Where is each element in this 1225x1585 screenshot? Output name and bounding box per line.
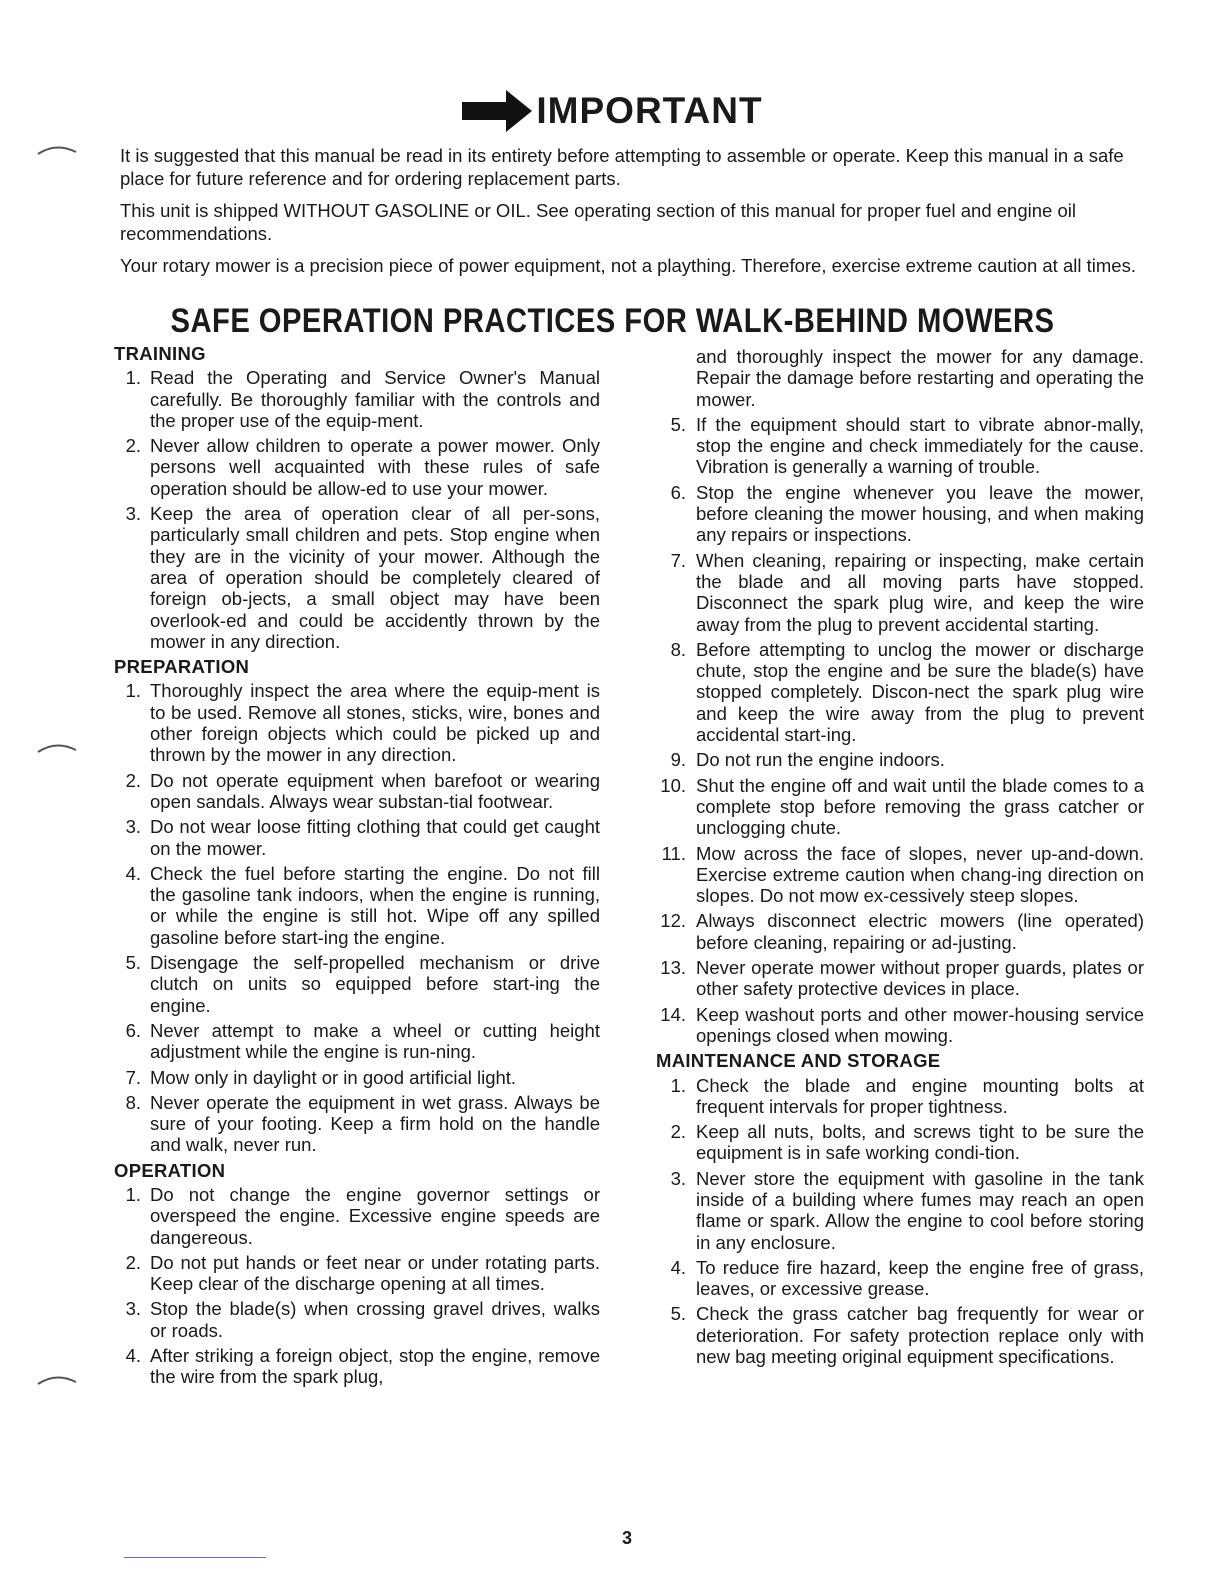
punch-mark (36, 740, 78, 754)
intro-text (120, 144, 1150, 286)
training-list (114, 367, 600, 652)
left-column (114, 342, 600, 1392)
page-number: 3 (622, 1528, 633, 1548)
list-item: 3. Do not wear loose fitting clothing that could get caught on the mower. (125, 816, 600, 859)
list-item: 1. Check the blade and engine mounting bolts at frequent intervals for proper tightness. (670, 1074, 1144, 1117)
intro-paragraph: This unit is shipped WITHOUT GASOLINE or OIL. See operating section of this manual for proper fuel and engine oil recommendations. (120, 200, 1076, 244)
punch-mark (36, 1372, 78, 1386)
list-item: 11. Mow across the face of slopes, never up-and-down. Exercise extreme caution when chang-ing direction on slopes. Do not mow ex-cessively steep slopes. (661, 842, 1144, 907)
list-item: 1. Do not change the engine governor settings or overspeed the engine. Excessive engine speeds are dangereous. (125, 1183, 600, 1248)
section-heading-training: TRAINING (114, 343, 206, 364)
list-item: 1. Thoroughly inspect the area where the equip-ment is to be used. Remove all stones, sticks, wire, bones and other foreign objects which could be picked up and thrown by the mower in any direction. (125, 680, 600, 766)
list-item: 10. Shut the engine off and wait until the blade comes to a complete stop before removing the grass catcher or unclogging chute. (660, 774, 1144, 839)
list-item: 4. After striking a foreign object, stop the engine, remove the wire from the spark plug, (125, 1345, 600, 1388)
list-item: 2. Keep all nuts, bolts, and screws tight to be sure the equipment is in safe working condi-tion. (670, 1121, 1144, 1164)
right-column (656, 346, 1144, 1371)
list-item: 3. Stop the blade(s) when crossing gravel drives, walks or roads. (125, 1298, 600, 1341)
important-header (0, 88, 1225, 140)
list-item: 2. Do not operate equipment when barefoot or wearing open sandals. Always wear substan-tial footwear. (125, 769, 600, 812)
list-item: 8. Never operate the equipment in wet grass. Always be sure of your footing. Keep a firm hold on the handle and walk, never run. (125, 1091, 600, 1156)
list-item: 7. Mow only in daylight or in good artificial light. (125, 1066, 517, 1088)
list-item: 9. Do not run the engine indoors. (670, 749, 945, 771)
section-heading-preparation: PREPARATION (114, 656, 250, 678)
operation-list (114, 1184, 600, 1388)
operation-list-continued (656, 414, 1144, 1046)
list-item: 7. When cleaning, repairing or inspecting, make certain the blade and all moving parts have stopped. Disconnect the spark plug wire, and keep the wire away from the plug to prevent accidental starting. (670, 549, 1144, 635)
intro-paragraph: It is suggested that this manual be read in its entirety before attempting to assemble or operate. Keep this manual in a safe place for future reference and for ordering replacement parts. (120, 145, 1124, 189)
list-item: 3. Never store the equipment with gasoline in the tank inside of a building where fumes may reach an open flame or spark. Allow the engine to cool before storing in any enclosure. (670, 1167, 1144, 1253)
arrow-right-icon (462, 88, 534, 134)
list-item: 8. Before attempting to unclog the mower or discharge chute, stop the engine and be sure the blade(s) have stopped completely. Discon-nect the spark plug wire and keep the wire away from the plug to prevent accidental start-ing. (670, 638, 1144, 746)
preparation-list (114, 680, 600, 1155)
list-item: 2. Do not put hands or feet near or under rotating parts. Keep clear of the discharge opening at all times. (125, 1251, 600, 1295)
list-item: 12. Always disconnect electric mowers (line operated) before cleaning, repairing or ad-justing. (660, 910, 1144, 953)
list-item: 4. To reduce fire hazard, keep the engine free of grass, leaves, or excessive grease. (670, 1256, 1144, 1300)
list-item: 4. Check the fuel before starting the engine. Do not fill the gasoline tank indoors, when the engine is running, or while the engine is still hot. Wipe off any spilled gasoline before start-ing the engine. (125, 862, 600, 948)
list-item: 5. If the equipment should start to vibrate abnor-mally, stop the engine and check immediately for the cause. Vibration is generally a warning of trouble. (670, 413, 1144, 478)
list-item: 5. Disengage the self-propelled mechanism or drive clutch on units so equipped before start-ing the engine. (125, 952, 600, 1016)
section-heading-maintenance: MAINTENANCE AND STORAGE (656, 1050, 941, 1072)
list-item: 2. Never allow children to operate a power mower. Only persons well acquainted with these rules of safe operation should be allow-ed to use your mower. (125, 435, 600, 499)
list-item: 13. Never operate mower without proper guards, plates or other safety protective devices in place. (660, 957, 1144, 1000)
operation-continuation: and thoroughly inspect the mower for any damage. Repair the damage before restarting and operating the mower. (696, 346, 1144, 410)
list-item: 3. Keep the area of operation clear of all per-sons, particularly small children and pets. Stop engine when they are in the vicinity of your mower. Although the area of operation should be completely cleared of foreign ob-jects, a small object may have been overlook-ed and could be accidently thrown by the mower in any direction. (125, 503, 600, 652)
list-item: 14. Keep washout ports and other mower-housing service openings closed when mowing. (660, 1003, 1144, 1046)
header-title: IMPORTANT (536, 90, 763, 131)
maintenance-list (656, 1075, 1144, 1368)
punch-mark (36, 142, 78, 156)
divider (124, 1557, 266, 1558)
section-heading-operation: OPERATION (114, 1159, 226, 1181)
list-item: 5. Check the grass catcher bag frequently for wear or deterioration. For safety protection replace only with new bag meeting original equipment specifications. (670, 1303, 1144, 1368)
list-item: 6. Never attempt to make a wheel or cutting height adjustment while the engine is run-ning. (125, 1019, 600, 1063)
list-item: 6. Stop the engine whenever you leave the mower, before cleaning the mower housing, and when making any repairs or inspections. (670, 481, 1144, 546)
intro-paragraph: Your rotary mower is a precision piece of power equipment, not a plaything. Therefore, exercise extreme caution at all times. (120, 255, 1136, 276)
page-title: SAFE OPERATION PRACTICES FOR WALK-BEHIND MOWERS (170, 302, 1055, 340)
list-item: 1. Read the Operating and Service Owner's Manual carefully. Be thoroughly familiar with the controls and the proper use of the equip-ment. (125, 367, 600, 431)
